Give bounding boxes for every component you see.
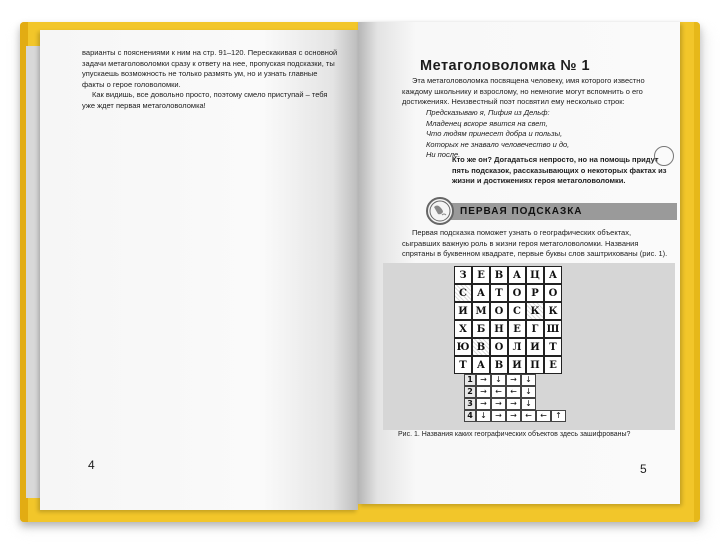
globe-icon bbox=[426, 197, 454, 225]
letter-cell: М bbox=[472, 302, 490, 320]
poem-line: Которых не знавало человечество и до, bbox=[426, 139, 570, 149]
letter-cell: Ц bbox=[526, 266, 544, 284]
arrow-row-number: 2 bbox=[464, 386, 476, 398]
arrow-row bbox=[464, 398, 566, 410]
letter-cell: Р bbox=[526, 284, 544, 302]
arrow-row-number: 3 bbox=[464, 398, 476, 410]
arrow-grid bbox=[464, 374, 566, 422]
letter-grid bbox=[454, 266, 562, 374]
hint-paragraph: Первая подсказка поможет узнать о географических объектах, сыгравших важную роль в жизни героя метаголоволомки. Названия спрятаны в буквенном квадрате, первые буквы слов заштрихованы (рис. 1). bbox=[402, 228, 668, 258]
hint-label: ПЕРВАЯ ПОДСКАЗКА bbox=[460, 206, 583, 217]
poem-line: Предсказываю я, Пифия из Дельф: bbox=[426, 108, 550, 117]
letter-cell: И bbox=[454, 302, 472, 320]
letter-cell: В bbox=[490, 266, 508, 284]
letter-cell: П bbox=[526, 356, 544, 374]
letter-cell: Ю bbox=[454, 338, 472, 356]
arrow-cell: → bbox=[506, 398, 521, 410]
left-paragraph-1: варианты с пояснениями к ним на стр. 91–120. Перескакивая с основной задачи метаголоволомки сразу к ответу на нее, пропуская подсказки, ты упускаешь возможность не только размять ум, но и узнать главные факты о герое головоломки. bbox=[82, 48, 338, 89]
letter-cell: О bbox=[490, 338, 508, 356]
arrow-cell: ↓ bbox=[521, 386, 536, 398]
letter-cell: О bbox=[544, 284, 562, 302]
letter-cell: А bbox=[544, 266, 562, 284]
arrow-row bbox=[464, 410, 566, 422]
letter-cell: С bbox=[508, 302, 526, 320]
arrow-cell: ↑ bbox=[551, 410, 566, 422]
arrow-cell: → bbox=[476, 374, 491, 386]
letter-cell: Л bbox=[508, 338, 526, 356]
letter-cell: Е bbox=[508, 320, 526, 338]
cover-right-edge bbox=[694, 22, 700, 522]
arrow-cell: ← bbox=[536, 410, 551, 422]
arrow-cell: ↓ bbox=[476, 410, 491, 422]
letter-cell: К bbox=[526, 302, 544, 320]
arrow-cell: ← bbox=[506, 386, 521, 398]
poem-line: Младенец вскоре явится на свет, bbox=[426, 118, 548, 128]
arrow-row bbox=[464, 374, 566, 386]
page-stack-left bbox=[26, 46, 40, 498]
letter-cell: Н bbox=[490, 320, 508, 338]
letter-cell: С bbox=[454, 284, 472, 302]
left-page-number: 4 bbox=[88, 458, 95, 472]
arrow-cell: → bbox=[491, 410, 506, 422]
left-paragraph-2: Как видишь, все довольно просто, поэтому смело приступай – тебя уже ждет первая метаголоволомка! bbox=[82, 90, 328, 110]
letter-cell: К bbox=[544, 302, 562, 320]
letter-cell: Ш bbox=[544, 320, 562, 338]
arrow-cell: → bbox=[506, 374, 521, 386]
letter-cell: А bbox=[472, 284, 490, 302]
poem bbox=[426, 108, 569, 161]
letter-cell: О bbox=[508, 284, 526, 302]
letter-cell: В bbox=[472, 338, 490, 356]
arrow-row-number: 4 bbox=[464, 410, 476, 422]
letter-cell: А bbox=[508, 266, 526, 284]
letter-cell: И bbox=[508, 356, 526, 374]
arrow-row-number: 1 bbox=[464, 374, 476, 386]
arrow-cell: ↓ bbox=[521, 374, 536, 386]
letter-cell: Б bbox=[472, 320, 490, 338]
arrow-cell: ↓ bbox=[491, 374, 506, 386]
arrow-cell: → bbox=[476, 386, 491, 398]
figure-caption: Рис. 1. Названия каких географических объектов здесь зашифрованы? bbox=[398, 431, 631, 438]
poem-line: Ни после. bbox=[426, 150, 461, 159]
letter-cell: Е bbox=[472, 266, 490, 284]
arrow-cell: → bbox=[506, 410, 521, 422]
right-page-number: 5 bbox=[640, 462, 647, 476]
letter-cell: Т bbox=[490, 284, 508, 302]
letter-cell: А bbox=[472, 356, 490, 374]
letter-cell: Т bbox=[544, 338, 562, 356]
letter-cell: Е bbox=[544, 356, 562, 374]
poem-line: Что людям принесет добра и пользы, bbox=[426, 129, 563, 138]
arrow-cell: ← bbox=[521, 410, 536, 422]
letter-cell: Г bbox=[526, 320, 544, 338]
arrow-row bbox=[464, 386, 566, 398]
letter-cell: В bbox=[490, 356, 508, 374]
question-paragraph: Кто же он? Догадаться непросто, но на помощь придут пять подсказок, рассказывающих о некоторых фактах из жизни и достижениях героя метаголоволомки. bbox=[452, 155, 667, 185]
arrow-cell: ← bbox=[491, 386, 506, 398]
page-title: Метаголоволомка № 1 bbox=[420, 58, 591, 74]
letter-cell: З bbox=[454, 266, 472, 284]
intro-paragraph: Эта метаголоволомка посвящена человеку, имя которого известно каждому школьнику и взрослому, но немногие могут вспомнить о его достижениях. Неизвестный поэт посвятил ему несколько строк: bbox=[402, 76, 645, 106]
letter-cell: И bbox=[526, 338, 544, 356]
letter-cell: Х bbox=[454, 320, 472, 338]
letter-cell: Т bbox=[454, 356, 472, 374]
letter-cell: О bbox=[490, 302, 508, 320]
arrow-cell: → bbox=[491, 398, 506, 410]
arrow-cell: ↓ bbox=[521, 398, 536, 410]
arrow-cell: → bbox=[476, 398, 491, 410]
decorative-circle bbox=[654, 146, 674, 166]
